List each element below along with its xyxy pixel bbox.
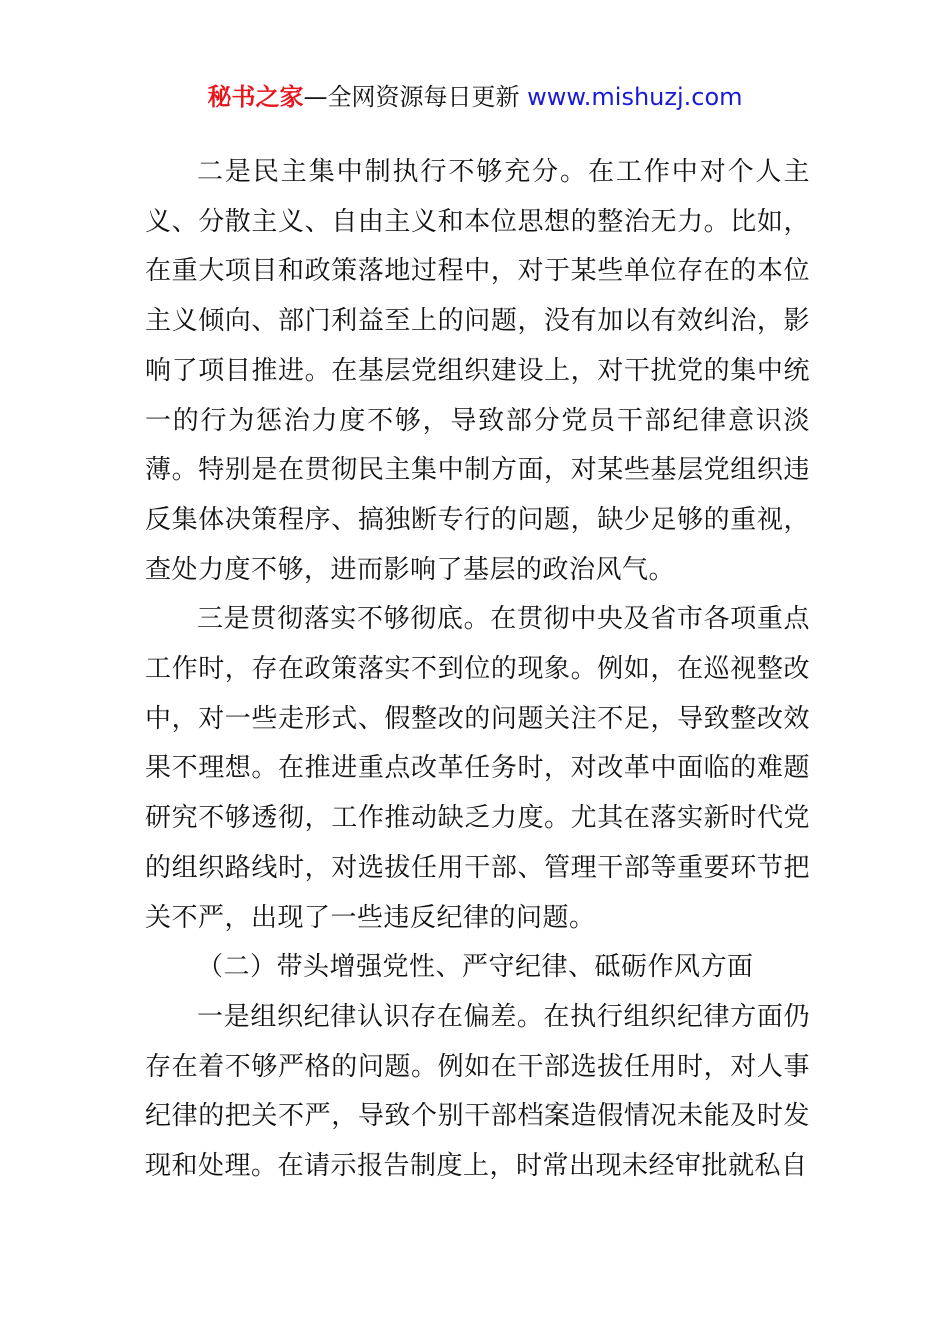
paragraph-organizational-discipline: 一是组织纪律认识存在偏差。在执行组织纪律方面仍存在着不够严格的问题。例如在干部选拔任用时，对人事纪律的把关不严，导致个别干部档案造假情况未能及时发现和处理。在请示报告制度上，时常出现未经审批就私自 bbox=[145, 1001, 810, 1182]
paragraph-implementation: 三是贯彻落实不够彻底。在贯彻中央及省市各项重点工作时，存在政策落实不到位的现象。例如，在巡视整改中，对一些走形式、假整改的问题关注不足，导致整改效果不理想。在推进重点改革任务时，对改革中面临的难题研究不够透彻，工作推动缺乏力度。尤其在落实新时代党的组织路线时，对选拔任用干部、管理干部等重要环节把关不严，出现了一些违反纪律的问题。 bbox=[145, 604, 810, 933]
page-header bbox=[0, 80, 950, 114]
brand-name: 秘书之家 bbox=[207, 83, 304, 111]
document-body bbox=[145, 148, 810, 1192]
site-url-link[interactable]: www.mishuzj.com bbox=[527, 83, 743, 111]
paragraph-democratic-centralism: 二是民主集中制执行不够充分。在工作中对个人主义、分散主义、自由主义和本位思想的整治无力。比如，在重大项目和政策落地过程中，对于某些单位存在的本位主义倾向、部门利益至上的问题，没有加以有效纠治，影响了项目推进。在基层党组织建设上，对干扰党的集中统一的行为惩治力度不够，导致部分党员干部纪律意识淡薄。特别是在贯彻民主集中制方面，对某些基层党组织违反集体决策程序、搞独断专行的问题，缺少足够的重视，查处力度不够，进而影响了基层的政治风气。 bbox=[145, 157, 810, 585]
section-heading: （二）带头增强党性、严守纪律、砥砺作风方面 bbox=[197, 952, 754, 983]
header-tagline: —全网资源每日更新 bbox=[303, 83, 528, 111]
